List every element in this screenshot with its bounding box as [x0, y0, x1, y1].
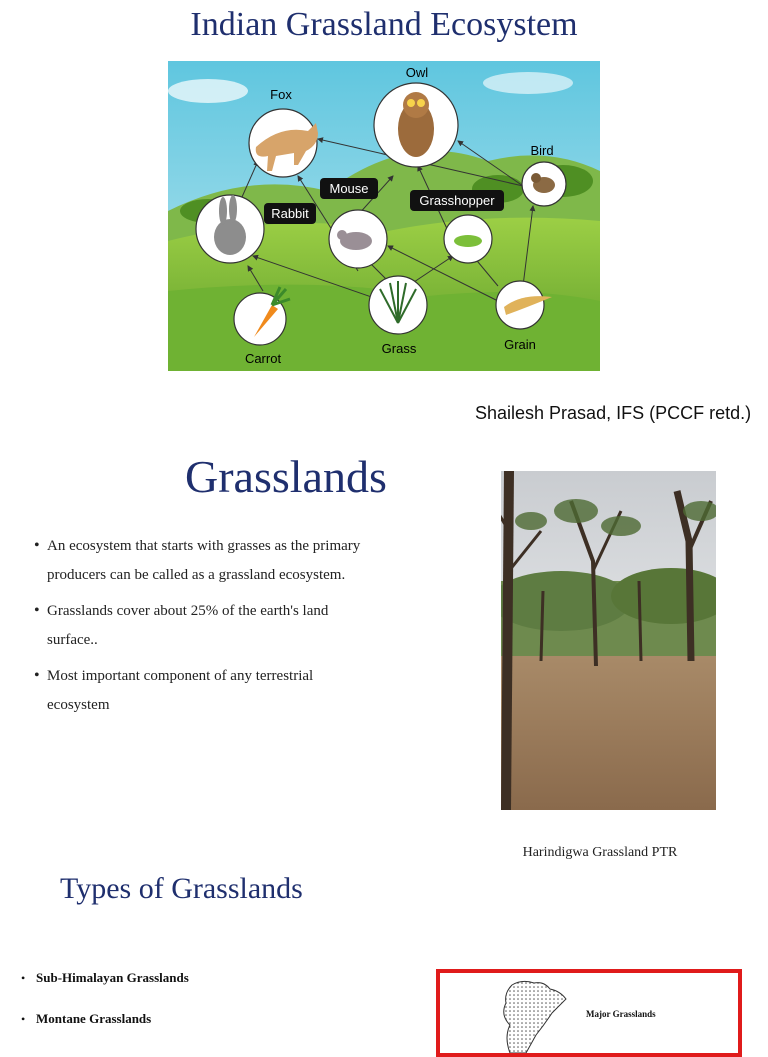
grasshopper-label: Grasshopper	[419, 193, 495, 208]
rabbit-label: Rabbit	[271, 206, 309, 221]
grasslands-bullet-list	[30, 532, 370, 727]
photo-caption: Harindigwa Grassland PTR	[522, 845, 678, 860]
slide-title-grasslands: Grasslands	[185, 451, 387, 502]
carrot-label: Carrot	[244, 351, 282, 366]
bullet-item: • Most important component of any terrestrial ecosystem	[30, 662, 370, 720]
author-credit: Shailesh Prasad, IFS (PCCF retd.)	[475, 403, 752, 423]
mouse-label: Mouse	[329, 181, 369, 196]
owl-label: Owl	[405, 65, 429, 80]
list-item: • Montane Grasslands	[20, 1005, 189, 1033]
slide-title-ecosystem: Indian Grassland Ecosystem	[190, 6, 578, 43]
grass-label: Grass	[381, 341, 417, 356]
map-legend-label: Major Grasslands	[586, 1009, 656, 1019]
fox-label: Fox	[270, 87, 292, 102]
food-web-illustration	[168, 61, 600, 371]
bullet-item: • Grasslands cover about 25% of the earth's land surface..	[30, 597, 370, 655]
bird-label: Bird	[530, 143, 554, 158]
grassland-types-list	[20, 964, 189, 1046]
list-item: • Sub-Himalayan Grasslands	[20, 964, 189, 992]
grain-label: Grain	[504, 337, 536, 352]
slide-title-types: Types of Grasslands	[60, 872, 303, 905]
bullet-item: • An ecosystem that starts with grasses as the primary producers can be called as a grassland ecosystem.	[30, 532, 370, 590]
grassland-photo	[501, 471, 716, 810]
